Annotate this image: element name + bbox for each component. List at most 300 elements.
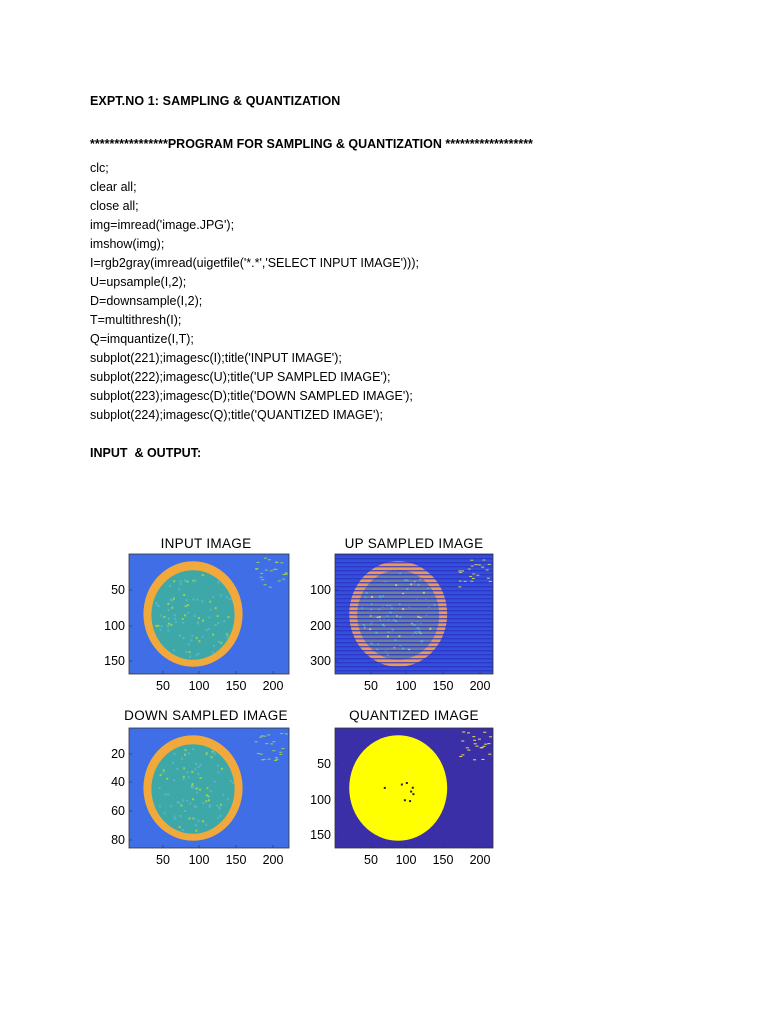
corner-annotation [265,570,268,571]
texture-speck [363,624,365,626]
x-tick-label: 50 [364,679,378,693]
corner-annotation [475,746,478,747]
x-tick-label: 50 [364,853,378,867]
code-line: Q=imquantize(I,T); [90,332,194,346]
corner-annotation [472,736,475,737]
code-line: D=downsample(I,2); [90,294,203,308]
corner-annotation [259,737,262,738]
upsample-stripe [335,650,493,651]
x-tick-label: 200 [469,679,491,693]
texture-speck [186,800,188,802]
texture-speck [215,624,217,626]
y-tick-label: 60 [111,804,125,818]
code-line: subplot(224);imagesc(Q);title('QUANTIZED IMAGE'); [90,408,384,422]
corner-annotation [488,564,491,565]
texture-speck [185,605,187,607]
upsample-stripe [335,562,493,563]
texture-speck [226,637,228,639]
output-figure-svg [95,520,515,880]
corner-annotation [473,759,476,760]
corner-annotation [267,734,270,735]
texture-speck [183,776,185,778]
corner-annotation [467,732,470,733]
texture-speck [201,600,203,602]
texture-speck [184,580,186,582]
corner-annotation [263,759,266,760]
texture-speck [220,815,222,817]
texture-speck [191,771,193,773]
texture-speck [173,580,175,582]
code-line: close all; [90,199,139,213]
texture-speck [188,776,190,778]
texture-speck [188,643,190,645]
texture-speck [398,635,400,637]
texture-speck [414,624,416,626]
texture-speck [371,596,373,598]
texture-speck [175,621,177,623]
texture-speck [206,787,208,789]
texture-speck [181,758,183,760]
texture-speck [200,777,202,779]
texture-speck [195,763,197,765]
corner-annotation [270,570,273,571]
x-tick-label: 200 [262,679,284,693]
upsample-stripe [335,614,493,615]
texture-speck [402,648,404,650]
texture-speck [209,601,211,603]
texture-speck [429,628,431,630]
texture-speck [171,607,173,609]
corner-annotation [471,566,474,567]
corner-annotation [458,571,461,572]
subplot-2 [310,536,493,693]
texture-speck [208,799,210,801]
texture-speck [166,778,168,780]
corner-annotation [281,748,284,749]
corner-annotation [264,584,267,585]
upsample-stripe [335,558,493,559]
texture-speck [227,616,229,618]
texture-speck [192,580,194,582]
corner-annotation [489,581,492,582]
texture-speck [198,617,200,619]
corner-annotation [272,741,275,742]
texture-speck [382,624,384,626]
subplot-title: UP SAMPLED IMAGE [344,536,484,551]
corner-annotation [257,753,260,754]
corner-annotation [481,759,484,760]
texture-speck [196,788,198,790]
corner-annotation [275,562,278,563]
texture-speck [183,779,185,781]
texture-speck [161,625,163,627]
y-tick-label: 40 [111,775,125,789]
texture-speck [180,815,182,817]
texture-speck [168,618,170,620]
texture-speck [176,768,178,770]
corner-annotation [475,564,478,565]
corner-annotation [261,579,264,580]
corner-annotation [285,572,288,573]
texture-speck [202,620,204,622]
y-tick-label: 50 [111,583,125,597]
upsample-stripe [335,598,493,599]
corner-annotation [478,564,481,565]
texture-speck [179,634,181,636]
upsample-stripe [335,590,493,591]
texture-speck [229,598,231,600]
corner-annotation [472,573,475,574]
texture-speck [156,604,158,606]
speck [412,793,414,795]
texture-speck [214,753,216,755]
texture-speck [205,800,207,802]
corner-annotation [282,574,285,575]
texture-speck [194,768,196,770]
corner-annotation [482,560,485,561]
texture-speck [197,599,199,601]
upsample-stripe [335,670,493,671]
texture-speck [395,584,397,586]
upsample-stripe [335,578,493,579]
texture-speck [170,805,172,807]
texture-speck [185,749,187,751]
corner-annotation [274,760,277,761]
corner-annotation [461,754,464,755]
texture-speck [189,803,191,805]
x-tick-label: 100 [188,853,210,867]
texture-speck [192,748,194,750]
code-line: I=rgb2gray(imread(uigetfile('*.*','SELECT INPUT IMAGE'))); [90,256,419,270]
x-tick-label: 100 [395,679,417,693]
texture-speck [183,594,185,596]
texture-speck [157,625,159,627]
texture-speck [198,640,200,642]
texture-speck [195,824,197,826]
y-tick-label: 20 [111,747,125,761]
corner-annotation [468,569,471,570]
y-tick-label: 80 [111,833,125,847]
corner-annotation [487,578,490,579]
corner-annotation [469,576,472,577]
corner-annotation [461,741,464,742]
upsample-stripe [335,606,493,607]
texture-speck [197,773,199,775]
x-tick-label: 150 [225,679,247,693]
corner-annotation [488,754,491,755]
texture-speck [387,635,389,637]
texture-speck [423,592,425,594]
texture-speck [232,782,234,784]
texture-speck [209,804,211,806]
code-block [90,159,419,425]
texture-speck [402,608,404,610]
texture-speck [182,829,184,831]
texture-speck [182,799,184,801]
texture-speck [200,764,202,766]
texture-speck [164,812,166,814]
corner-annotation [278,580,281,581]
y-tick-label: 200 [310,619,331,633]
texture-speck [187,604,189,606]
corner-annotation [265,743,268,744]
x-tick-label: 100 [395,853,417,867]
texture-speck [399,616,401,618]
corner-annotation [285,733,288,734]
texture-speck [192,598,194,600]
texture-speck [217,622,219,624]
texture-speck [187,771,189,773]
speck [384,787,386,789]
texture-speck [197,820,199,822]
texture-speck [178,588,180,590]
texture-speck [186,599,188,601]
texture-speck [160,615,162,617]
texture-speck [217,615,219,617]
texture-speck [163,769,165,771]
texture-speck [190,639,192,641]
texture-speck [222,794,224,796]
texture-speck [395,620,397,622]
texture-speck [390,612,392,614]
upsample-stripe [335,594,493,595]
corner-annotation [273,569,276,570]
subplot-title: DOWN SAMPLED IMAGE [124,708,288,723]
x-tick-label: 150 [225,853,247,867]
texture-speck [167,629,169,631]
code-line: subplot(222);imagesc(U);title('UP SAMPLED IMAGE'); [90,370,391,384]
upsample-stripe [335,622,493,623]
texture-speck [192,798,194,800]
texture-speck [213,645,215,647]
io-heading: INPUT & OUTPUT: [90,446,202,460]
texture-speck [189,651,191,653]
texture-speck [169,585,171,587]
subplot-1 [104,536,289,693]
texture-speck [159,805,161,807]
upsample-stripe [335,586,493,587]
speck [409,800,411,802]
texture-speck [164,794,166,796]
corner-annotation [459,572,462,573]
texture-speck [375,632,377,634]
texture-speck [197,621,199,623]
corner-annotation [260,754,263,755]
texture-speck [226,633,228,635]
texture-speck [203,802,205,804]
texture-speck [182,622,184,624]
texture-speck [230,780,232,782]
texture-speck [217,817,219,819]
texture-speck [220,594,222,596]
corner-annotation [473,740,476,741]
brain-region [151,570,234,660]
texture-speck [406,579,408,581]
texture-speck [434,604,436,606]
program-header: ****************PROGRAM FOR SAMPLING & QUANTIZATION ****************** [90,137,533,151]
x-tick-label: 150 [432,679,454,693]
texture-speck [199,789,201,791]
upsample-stripe [335,566,493,567]
corner-annotation [272,750,275,751]
texture-speck [419,631,421,633]
corner-annotation [482,746,485,747]
texture-speck [159,787,161,789]
code-line: clear all; [90,180,137,194]
upsample-stripe [335,642,493,643]
corner-annotation [474,743,477,744]
texture-speck [212,651,214,653]
texture-speck [212,634,214,636]
subplot-image [129,728,289,848]
texture-speck [418,584,420,586]
texture-speck [379,595,381,597]
upsample-stripe [335,654,493,655]
subplot-4 [310,708,493,867]
corner-annotation [270,743,273,744]
texture-speck [206,794,208,796]
corner-annotation [486,569,489,570]
speck [401,783,403,785]
texture-speck [184,754,186,756]
corner-annotation [470,560,473,561]
upsample-stripe [335,574,493,575]
corner-annotation [459,756,462,757]
texture-speck [208,628,210,630]
texture-speck [379,616,381,618]
texture-speck [174,614,176,616]
code-line: clc; [90,161,109,175]
texture-speck [173,779,175,781]
x-tick-label: 200 [262,853,284,867]
texture-speck [168,623,170,625]
subplot-title: INPUT IMAGE [160,536,252,551]
texture-speck [195,579,197,581]
corner-annotation [464,581,467,582]
texture-speck [217,765,219,767]
texture-speck [196,637,198,639]
texture-speck [182,637,184,639]
corner-annotation [458,586,461,587]
texture-speck [189,818,191,820]
texture-speck [194,615,196,617]
texture-speck [180,583,182,585]
upsample-stripe [335,638,493,639]
corner-annotation [260,573,263,574]
y-tick-label: 150 [310,828,331,842]
corner-annotation [459,581,462,582]
corner-annotation [489,736,492,737]
texture-speck [219,807,221,809]
x-tick-label: 100 [188,679,210,693]
texture-speck [180,580,182,582]
corner-annotation [260,577,263,578]
corner-annotation [268,759,271,760]
corner-annotation [484,744,487,745]
output-figure [95,520,515,880]
texture-speck [167,793,169,795]
corner-annotation [279,754,282,755]
corner-annotation [487,743,490,744]
code-line: subplot(221);imagesc(I);title('INPUT IMAGE'); [90,351,342,365]
texture-speck [210,790,212,792]
texture-speck [168,609,170,611]
texture-speck [198,653,200,655]
texture-speck [194,805,196,807]
texture-speck [173,598,175,600]
y-tick-label: 100 [104,619,125,633]
texture-speck [162,771,164,773]
texture-speck [173,649,175,651]
code-line: img=imread('image.JPG'); [90,218,235,232]
texture-speck [215,607,217,609]
corner-annotation [467,750,470,751]
y-tick-label: 100 [310,583,331,597]
texture-speck [180,804,182,806]
texture-speck [198,766,200,768]
texture-speck [220,804,222,806]
corner-annotation [263,736,266,737]
corner-annotation [476,575,479,576]
texture-speck [202,574,204,576]
texture-speck [191,635,193,637]
texture-speck [406,588,408,590]
texture-speck [417,616,419,618]
texture-speck [192,783,194,785]
y-tick-label: 100 [310,793,331,807]
corner-annotation [279,752,282,753]
texture-speck [366,592,368,594]
corner-annotation [470,581,473,582]
page-title: EXPT.NO 1: SAMPLING & QUANTIZATION [90,94,341,108]
corner-annotation [257,562,260,563]
subplot-3 [111,708,289,867]
subplot-image [129,554,289,674]
subplot-title: QUANTIZED IMAGE [349,708,479,723]
texture-speck [173,753,175,755]
texture-speck [174,618,176,620]
texture-speck [195,830,197,832]
upsample-stripe [335,666,493,667]
corner-annotation [275,759,278,760]
upsample-stripe [335,626,493,627]
speck [412,787,414,789]
x-tick-label: 50 [156,853,170,867]
upsample-stripe [335,582,493,583]
texture-speck [167,603,169,605]
texture-speck [223,620,225,622]
texture-speck [418,628,420,630]
corner-annotation [461,570,464,571]
x-tick-label: 150 [432,853,454,867]
subplot-image [335,728,493,848]
corner-annotation [264,558,267,559]
texture-speck [210,756,212,758]
texture-speck [179,826,181,828]
texture-speck [202,820,204,822]
corner-annotation [480,747,483,748]
texture-speck [167,625,169,627]
x-tick-label: 200 [469,853,491,867]
texture-speck [187,612,189,614]
head-region [349,735,447,841]
texture-speck [212,596,214,598]
texture-speck [226,596,228,598]
upsample-stripe [335,618,493,619]
upsample-stripe [335,658,493,659]
texture-speck [176,801,178,803]
corner-annotation [269,587,272,588]
